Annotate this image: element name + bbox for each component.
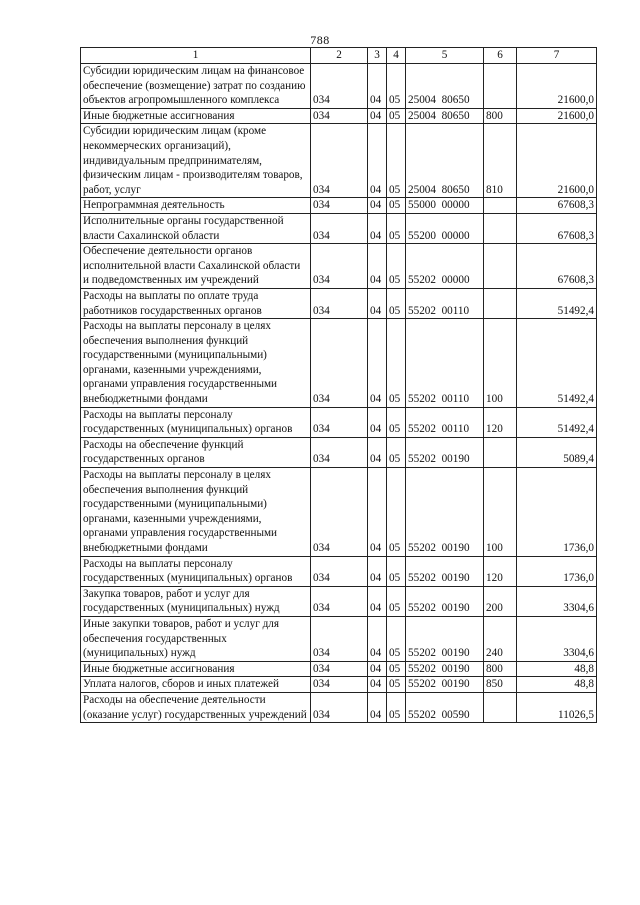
table-row: [81, 244, 597, 289]
row-amount: 1736,0: [517, 556, 597, 586]
row-target-article: 55202 00190: [406, 437, 484, 467]
row-subsection-code: 05: [387, 692, 406, 722]
row-target-article: 55200 00000: [406, 213, 484, 243]
row-expense-type: [484, 244, 517, 289]
row-name: Закупка товаров, работ и услуг для государственных (муниципальных) нужд: [81, 586, 311, 616]
row-name: Расходы на обеспечение деятельности (оказание услуг) государственных учреждений: [81, 692, 311, 722]
table-row: [81, 586, 597, 616]
row-section-code: 04: [368, 407, 387, 437]
row-subsection-code: 05: [387, 244, 406, 289]
row-section-code: 04: [368, 468, 387, 557]
row-expense-type: 800: [484, 108, 517, 124]
table-row: [81, 407, 597, 437]
row-expense-type: [484, 437, 517, 467]
table-row: [81, 319, 597, 408]
row-expense-type: 810: [484, 124, 517, 198]
row-target-article: 55202 00000: [406, 244, 484, 289]
table-body: [81, 64, 597, 723]
row-subsection-code: 05: [387, 437, 406, 467]
row-amount: 11026,5: [517, 692, 597, 722]
row-expense-type: 800: [484, 661, 517, 677]
row-subsection-code: 05: [387, 108, 406, 124]
row-ministry-code: 034: [311, 108, 368, 124]
row-name: Непрограммная деятельность: [81, 198, 311, 214]
row-expense-type: 850: [484, 677, 517, 693]
row-subsection-code: 05: [387, 661, 406, 677]
header-col-7: 7: [517, 48, 597, 64]
table-row: [81, 692, 597, 722]
row-ministry-code: 034: [311, 677, 368, 693]
row-subsection-code: 05: [387, 468, 406, 557]
header-col-4: 4: [387, 48, 406, 64]
table-row: [81, 198, 597, 214]
row-name: Расходы на выплаты по оплате труда работников государственных органов: [81, 288, 311, 318]
row-section-code: 04: [368, 692, 387, 722]
row-amount: 21600,0: [517, 64, 597, 109]
table-row: [81, 556, 597, 586]
row-ministry-code: 034: [311, 244, 368, 289]
row-ministry-code: 034: [311, 692, 368, 722]
row-subsection-code: 05: [387, 213, 406, 243]
table-row: [81, 288, 597, 318]
row-ministry-code: 034: [311, 288, 368, 318]
row-subsection-code: 05: [387, 198, 406, 214]
row-target-article: 55202 00590: [406, 692, 484, 722]
row-expense-type: 120: [484, 407, 517, 437]
row-amount: 1736,0: [517, 468, 597, 557]
row-ministry-code: 034: [311, 661, 368, 677]
row-target-article: 25004 80650: [406, 108, 484, 124]
table-row: [81, 108, 597, 124]
row-target-article: 55202 00190: [406, 468, 484, 557]
row-name: Исполнительные органы государственной власти Сахалинской области: [81, 213, 311, 243]
row-name: Субсидии юридическим лицам на финансовое обеспечение (возмещение) затрат по созданию объектов агропромышленного комплекса: [81, 64, 311, 109]
row-subsection-code: 05: [387, 288, 406, 318]
row-section-code: 04: [368, 288, 387, 318]
row-ministry-code: 034: [311, 616, 368, 661]
row-section-code: 04: [368, 319, 387, 408]
table-row: [81, 64, 597, 109]
row-section-code: 04: [368, 108, 387, 124]
row-section-code: 04: [368, 616, 387, 661]
row-section-code: 04: [368, 124, 387, 198]
row-name: Иные закупки товаров, работ и услуг для обеспечения государственных (муниципальных) нужд: [81, 616, 311, 661]
table-row: [81, 124, 597, 198]
row-amount: 3304,6: [517, 616, 597, 661]
header-col-3: 3: [368, 48, 387, 64]
row-expense-type: [484, 692, 517, 722]
row-name: Иные бюджетные ассигнования: [81, 108, 311, 124]
row-ministry-code: 034: [311, 198, 368, 214]
row-ministry-code: 034: [311, 213, 368, 243]
row-section-code: 04: [368, 677, 387, 693]
row-section-code: 04: [368, 661, 387, 677]
row-expense-type: [484, 213, 517, 243]
table-row: [81, 213, 597, 243]
row-subsection-code: 05: [387, 556, 406, 586]
row-ministry-code: 034: [311, 319, 368, 408]
row-ministry-code: 034: [311, 556, 368, 586]
row-name: Расходы на выплаты персоналу в целях обеспечения выполнения функций государственными (муниципальными) органами, казенными учреждениями, органами управления государственными внебюджетными фондами: [81, 319, 311, 408]
row-section-code: 04: [368, 244, 387, 289]
row-amount: 67608,3: [517, 198, 597, 214]
row-name: Расходы на выплаты персоналу государственных (муниципальных) органов: [81, 407, 311, 437]
row-ministry-code: 034: [311, 64, 368, 109]
row-subsection-code: 05: [387, 64, 406, 109]
page-number: 788: [310, 33, 330, 47]
row-target-article: 55202 00190: [406, 661, 484, 677]
row-subsection-code: 05: [387, 586, 406, 616]
row-subsection-code: 05: [387, 319, 406, 408]
row-amount: 3304,6: [517, 586, 597, 616]
header-col-6: 6: [484, 48, 517, 64]
row-expense-type: 100: [484, 468, 517, 557]
table-row: [81, 616, 597, 661]
budget-table: [80, 47, 597, 723]
row-target-article: 55202 00110: [406, 288, 484, 318]
row-ministry-code: 034: [311, 407, 368, 437]
table-row: [81, 437, 597, 467]
header-row: [81, 48, 597, 64]
row-name: Обеспечение деятельности органов исполнительной власти Сахалинской области и подведомственных им учреждений: [81, 244, 311, 289]
row-target-article: 55202 00190: [406, 616, 484, 661]
row-target-article: 55202 00190: [406, 677, 484, 693]
row-ministry-code: 034: [311, 437, 368, 467]
row-amount: 67608,3: [517, 244, 597, 289]
row-subsection-code: 05: [387, 677, 406, 693]
row-amount: 51492,4: [517, 319, 597, 408]
row-section-code: 04: [368, 437, 387, 467]
row-section-code: 04: [368, 556, 387, 586]
table-row: [81, 677, 597, 693]
row-name: Расходы на выплаты персоналу в целях обеспечения выполнения функций государственными (муниципальными) органами, казенными учреждениями, органами управления государственными внебюджетными фондами: [81, 468, 311, 557]
row-amount: 67608,3: [517, 213, 597, 243]
row-expense-type: 240: [484, 616, 517, 661]
row-amount: 48,8: [517, 661, 597, 677]
row-section-code: 04: [368, 213, 387, 243]
row-ministry-code: 034: [311, 586, 368, 616]
header-col-2: 2: [311, 48, 368, 64]
header-col-1: 1: [81, 48, 311, 64]
row-expense-type: [484, 198, 517, 214]
row-section-code: 04: [368, 586, 387, 616]
table-header: [81, 48, 597, 64]
row-target-article: 55202 00190: [406, 586, 484, 616]
row-amount: 21600,0: [517, 108, 597, 124]
row-section-code: 04: [368, 64, 387, 109]
row-target-article: 25004 80650: [406, 64, 484, 109]
row-target-article: 55202 00110: [406, 319, 484, 408]
row-amount: 5089,4: [517, 437, 597, 467]
row-ministry-code: 034: [311, 124, 368, 198]
table-row: [81, 661, 597, 677]
row-section-code: 04: [368, 198, 387, 214]
row-name: Расходы на обеспечение функций государственных органов: [81, 437, 311, 467]
row-subsection-code: 05: [387, 124, 406, 198]
row-subsection-code: 05: [387, 407, 406, 437]
row-amount: 48,8: [517, 677, 597, 693]
row-name: Субсидии юридическим лицам (кроме некоммерческих организаций), индивидуальным предпринимателям, физическим лицам - производителям товаров, работ, услуг: [81, 124, 311, 198]
row-target-article: 55000 00000: [406, 198, 484, 214]
row-expense-type: 200: [484, 586, 517, 616]
row-name: Уплата налогов, сборов и иных платежей: [81, 677, 311, 693]
row-amount: 51492,4: [517, 288, 597, 318]
row-ministry-code: 034: [311, 468, 368, 557]
row-expense-type: [484, 288, 517, 318]
row-target-article: 55202 00190: [406, 556, 484, 586]
row-subsection-code: 05: [387, 616, 406, 661]
row-amount: 21600,0: [517, 124, 597, 198]
row-expense-type: [484, 64, 517, 109]
row-amount: 51492,4: [517, 407, 597, 437]
row-expense-type: 100: [484, 319, 517, 408]
row-target-article: 25004 80650: [406, 124, 484, 198]
row-name: Расходы на выплаты персоналу государственных (муниципальных) органов: [81, 556, 311, 586]
table-row: [81, 468, 597, 557]
row-expense-type: 120: [484, 556, 517, 586]
row-name: Иные бюджетные ассигнования: [81, 661, 311, 677]
header-col-5: 5: [406, 48, 484, 64]
row-target-article: 55202 00110: [406, 407, 484, 437]
